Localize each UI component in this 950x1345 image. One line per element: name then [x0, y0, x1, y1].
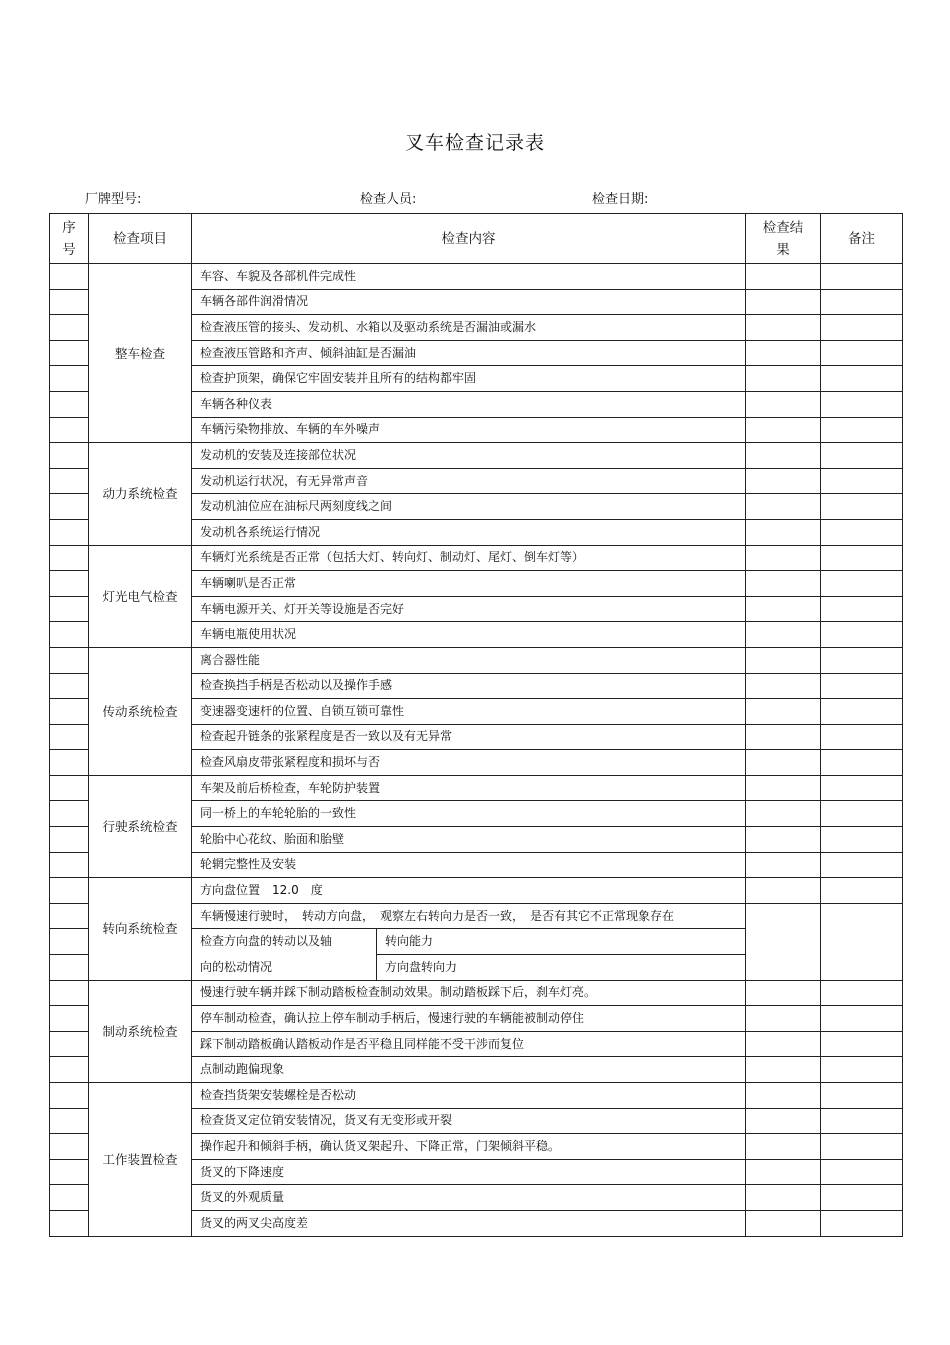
remark-cell[interactable] — [821, 647, 903, 673]
content-cell: 变速器变速杆的位置、自锁互锁可靠性 — [192, 699, 746, 725]
result-cell[interactable] — [746, 1210, 821, 1236]
remark-cell[interactable] — [821, 468, 903, 494]
content-cell: 轮胎中心花纹、胎面和胎壁 — [192, 827, 746, 853]
remark-cell[interactable] — [821, 878, 903, 904]
content-cell: 检查起升链条的张紧程度是否一致以及有无异常 — [192, 724, 746, 750]
result-cell[interactable] — [746, 443, 821, 469]
inspection-date-label: 检查日期: — [592, 192, 649, 207]
content-cell: 慢速行驶车辆并踩下制动踏板检查制动效果。制动踏板踩下后，刹车灯亮。 — [192, 980, 746, 1006]
seq-cell[interactable] — [50, 827, 89, 853]
remark-cell[interactable] — [821, 903, 903, 980]
seq-cell[interactable] — [50, 1108, 89, 1134]
result-cell[interactable] — [746, 1108, 821, 1134]
result-cell[interactable] — [746, 775, 821, 801]
seq-cell[interactable] — [50, 1210, 89, 1236]
seq-cell[interactable] — [50, 1134, 89, 1160]
result-cell[interactable] — [746, 622, 821, 648]
category-cell: 行驶系统检查 — [89, 775, 192, 877]
remark-cell[interactable] — [821, 545, 903, 571]
category-cell: 动力系统检查 — [89, 443, 192, 545]
inspection-table — [49, 213, 903, 1237]
seq-cell[interactable] — [50, 1031, 89, 1057]
remark-cell[interactable] — [821, 519, 903, 545]
seq-cell[interactable] — [50, 519, 89, 545]
result-cell[interactable] — [746, 366, 821, 392]
remark-cell[interactable] — [821, 571, 903, 597]
content-cell: 发动机运行状况，有无异常声音 — [192, 468, 746, 494]
result-cell[interactable] — [746, 827, 821, 853]
sub-label-cell: 检查方向盘的转动以及轴 — [192, 929, 377, 955]
content-cell: 检查挡货架安装螺栓是否松动 — [192, 1083, 746, 1109]
seq-cell[interactable] — [50, 1159, 89, 1185]
header-item: 检查项目 — [89, 214, 192, 264]
seq-cell[interactable] — [50, 673, 89, 699]
result-cell[interactable] — [746, 980, 821, 1006]
result-cell[interactable] — [746, 673, 821, 699]
seq-cell[interactable] — [50, 955, 89, 981]
seq-cell[interactable] — [50, 1006, 89, 1032]
content-cell: 点制动跑偏现象 — [192, 1057, 746, 1083]
content-cell: 车辆电源开关、灯开关等设施是否完好 — [192, 596, 746, 622]
remark-cell[interactable] — [821, 443, 903, 469]
category-cell: 灯光电气检查 — [89, 545, 192, 647]
remark-cell[interactable] — [821, 1057, 903, 1083]
remark-cell[interactable] — [821, 1031, 903, 1057]
seq-cell[interactable] — [50, 468, 89, 494]
result-cell[interactable] — [746, 699, 821, 725]
result-cell[interactable] — [746, 596, 821, 622]
content-cell: 检查换挡手柄是否松动以及操作手感 — [192, 673, 746, 699]
seq-cell[interactable] — [50, 647, 89, 673]
seq-cell[interactable] — [50, 1083, 89, 1109]
seq-cell[interactable] — [50, 775, 89, 801]
content-cell: 货叉的两叉尖高度差 — [192, 1210, 746, 1236]
content-cell: 车辆慢速行驶时， 转动方向盘， 观察左右转向力是否一致， 是否有其它不正常现象存在 — [192, 903, 746, 929]
header-row — [50, 214, 903, 264]
content-cell: 发动机各系统运行情况 — [192, 519, 746, 545]
seq-cell[interactable] — [50, 1057, 89, 1083]
result-cell[interactable] — [746, 315, 821, 341]
inspector-label: 检查人员: — [360, 192, 417, 207]
content-cell: 同一桥上的车轮轮胎的一致性 — [192, 801, 746, 827]
seq-cell[interactable] — [50, 315, 89, 341]
seq-cell[interactable] — [50, 264, 89, 290]
remark-cell[interactable] — [821, 1210, 903, 1236]
seq-cell[interactable] — [50, 622, 89, 648]
seq-cell[interactable] — [50, 545, 89, 571]
remark-cell[interactable] — [821, 1108, 903, 1134]
remark-cell[interactable] — [821, 417, 903, 443]
result-cell[interactable] — [746, 340, 821, 366]
content-cell: 车辆污染物排放、车辆的车外噪声 — [192, 417, 746, 443]
content-cell: 车辆灯光系统是否正常（包括大灯、转向灯、制动灯、尾灯、倒车灯等） — [192, 545, 746, 571]
seq-cell[interactable] — [50, 596, 89, 622]
result-cell[interactable] — [746, 647, 821, 673]
seq-cell[interactable] — [50, 903, 89, 929]
result-cell[interactable] — [746, 545, 821, 571]
seq-cell[interactable] — [50, 699, 89, 725]
result-cell[interactable] — [746, 903, 821, 980]
content-cell: 踩下制动踏板确认踏板动作是否平稳且同样能不受干涉而复位 — [192, 1031, 746, 1057]
remark-cell[interactable] — [821, 494, 903, 520]
remark-cell[interactable] — [821, 980, 903, 1006]
result-cell[interactable] — [746, 1134, 821, 1160]
table-row — [50, 443, 903, 469]
category-cell: 转向系统检查 — [89, 878, 192, 980]
remark-cell[interactable] — [821, 1006, 903, 1032]
seq-cell[interactable] — [50, 929, 89, 955]
result-cell[interactable] — [746, 1159, 821, 1185]
header-result: 检查结果 — [746, 214, 821, 264]
content-cell: 发动机的安装及连接部位状况 — [192, 443, 746, 469]
seq-cell[interactable] — [50, 1185, 89, 1211]
seq-cell[interactable] — [50, 366, 89, 392]
result-cell[interactable] — [746, 724, 821, 750]
table-row — [50, 980, 903, 1006]
content-cell: 车辆各部件润滑情况 — [192, 289, 746, 315]
remark-cell[interactable] — [821, 366, 903, 392]
remark-cell[interactable] — [821, 1083, 903, 1109]
content-cell: 轮辋完整性及安装 — [192, 852, 746, 878]
content-cell: 方向盘位置 12.0 度 — [192, 878, 746, 904]
result-cell[interactable] — [746, 1031, 821, 1057]
remark-cell[interactable] — [821, 315, 903, 341]
seq-cell[interactable] — [50, 750, 89, 776]
result-cell[interactable] — [746, 494, 821, 520]
content-cell: 货叉的外观质量 — [192, 1185, 746, 1211]
result-cell[interactable] — [746, 289, 821, 315]
seq-cell[interactable] — [50, 878, 89, 904]
content-cell: 检查液压管路和齐声、倾斜油缸是否漏油 — [192, 340, 746, 366]
content-cell: 货叉的下降速度 — [192, 1159, 746, 1185]
remark-cell[interactable] — [821, 724, 903, 750]
category-cell: 制动系统检查 — [89, 980, 192, 1082]
remark-cell[interactable] — [821, 750, 903, 776]
seq-cell[interactable] — [50, 980, 89, 1006]
brand-model-label: 厂牌型号: — [85, 192, 142, 207]
category-cell: 工作装置检查 — [89, 1083, 192, 1237]
result-cell[interactable] — [746, 878, 821, 904]
table-row — [50, 264, 903, 290]
seq-cell[interactable] — [50, 289, 89, 315]
header-content: 检查内容 — [192, 214, 746, 264]
sub-item-cell: 转向能力 — [377, 929, 746, 955]
result-cell[interactable] — [746, 1185, 821, 1211]
seq-cell[interactable] — [50, 340, 89, 366]
content-cell: 离合器性能 — [192, 647, 746, 673]
content-cell: 发动机油位应在油标尺两刻度线之间 — [192, 494, 746, 520]
content-cell: 车辆各种仪表 — [192, 391, 746, 417]
remark-cell[interactable] — [821, 391, 903, 417]
result-cell[interactable] — [746, 264, 821, 290]
result-cell[interactable] — [746, 417, 821, 443]
result-cell[interactable] — [746, 1057, 821, 1083]
page-title: 叉车检查记录表 — [404, 132, 545, 154]
seq-cell[interactable] — [50, 852, 89, 878]
result-cell[interactable] — [746, 750, 821, 776]
remark-cell[interactable] — [821, 596, 903, 622]
header-remark: 备注 — [821, 214, 903, 264]
result-cell[interactable] — [746, 801, 821, 827]
result-cell[interactable] — [746, 519, 821, 545]
remark-cell[interactable] — [821, 775, 903, 801]
remark-cell[interactable] — [821, 340, 903, 366]
header-seq: 序号 — [50, 214, 89, 264]
result-cell[interactable] — [746, 468, 821, 494]
content-cell: 操作起升和倾斜手柄，确认货叉架起升、下降正常，门架倾斜平稳。 — [192, 1134, 746, 1160]
table-row — [50, 1083, 903, 1109]
result-cell[interactable] — [746, 571, 821, 597]
remark-cell[interactable] — [821, 1185, 903, 1211]
remark-cell[interactable] — [821, 673, 903, 699]
table-row — [50, 647, 903, 673]
remark-cell[interactable] — [821, 264, 903, 290]
content-cell: 车架及前后桥检查，车轮防护装置 — [192, 775, 746, 801]
seq-cell[interactable] — [50, 443, 89, 469]
content-cell: 停车制动检查，确认拉上停车制动手柄后，慢速行驶的车辆能被制动停住 — [192, 1006, 746, 1032]
content-cell: 检查液压管的接头、发动机、水箱以及驱动系统是否漏油或漏水 — [192, 315, 746, 341]
seq-cell[interactable] — [50, 724, 89, 750]
table-row — [50, 545, 903, 571]
category-cell: 传动系统检查 — [89, 647, 192, 775]
remark-cell[interactable] — [821, 1134, 903, 1160]
seq-cell[interactable] — [50, 801, 89, 827]
content-cell: 检查护顶架，确保它牢固安装并且所有的结构都牢固 — [192, 366, 746, 392]
remark-cell[interactable] — [821, 852, 903, 878]
content-cell: 车辆电瓶使用状况 — [192, 622, 746, 648]
table-row — [50, 878, 903, 904]
result-cell[interactable] — [746, 1083, 821, 1109]
seq-cell[interactable] — [50, 391, 89, 417]
remark-cell[interactable] — [821, 699, 903, 725]
remark-cell[interactable] — [821, 622, 903, 648]
result-cell[interactable] — [746, 391, 821, 417]
remark-cell[interactable] — [821, 1159, 903, 1185]
remark-cell[interactable] — [821, 801, 903, 827]
seq-cell[interactable] — [50, 494, 89, 520]
result-cell[interactable] — [746, 852, 821, 878]
content-cell: 车辆喇叭是否正常 — [192, 571, 746, 597]
seq-cell[interactable] — [50, 571, 89, 597]
category-cell: 整车检查 — [89, 264, 192, 443]
remark-cell[interactable] — [821, 289, 903, 315]
sub-label-cell: 向的松动情况 — [192, 955, 377, 981]
content-cell: 检查货叉定位销安装情况，货叉有无变形或开裂 — [192, 1108, 746, 1134]
content-cell: 检查风扇皮带张紧程度和损坏与否 — [192, 750, 746, 776]
sub-item-cell: 方向盘转向力 — [377, 955, 746, 981]
content-cell: 车容、车貌及各部机件完成性 — [192, 264, 746, 290]
remark-cell[interactable] — [821, 827, 903, 853]
result-cell[interactable] — [746, 1006, 821, 1032]
seq-cell[interactable] — [50, 417, 89, 443]
table-row — [50, 775, 903, 801]
